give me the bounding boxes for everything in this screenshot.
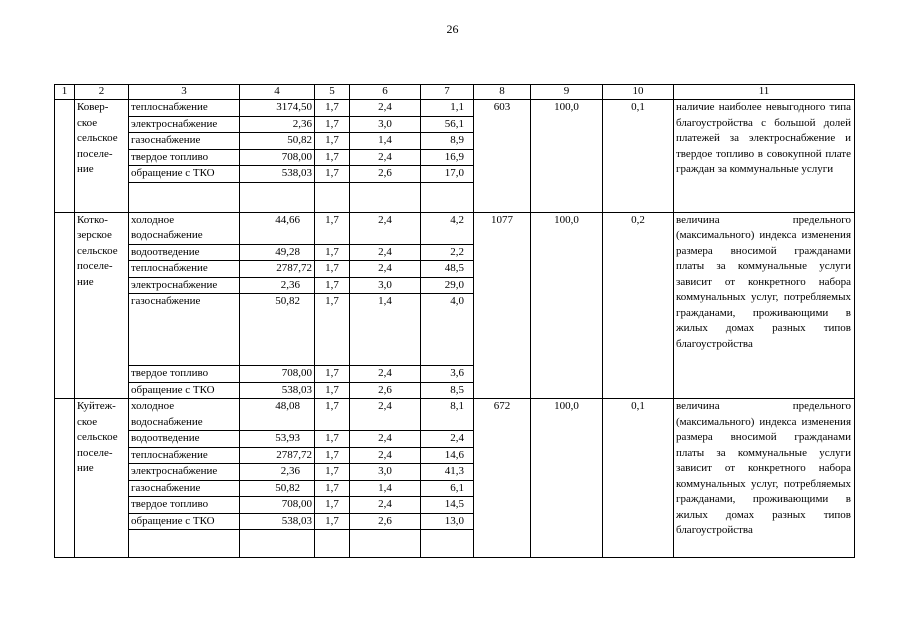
tariff-value: 538,03: [240, 166, 315, 183]
tariff-value: 53,93: [240, 431, 315, 448]
population-value: 603: [474, 100, 531, 213]
share-value: 100,0: [531, 100, 603, 213]
header-cell: 3: [129, 85, 240, 100]
empty-cell: [421, 182, 474, 212]
service-name: электроснабжение: [129, 277, 240, 294]
col6-value: 3,0: [350, 116, 421, 133]
col5-value: 1,7: [315, 100, 350, 117]
col5-value: 1,7: [315, 497, 350, 514]
settlement-name: Куйтеж- ское сельское поселе- ние: [75, 399, 129, 558]
col5-value: 1,7: [315, 431, 350, 448]
service-name: обращение с ТКО: [129, 382, 240, 399]
tariff-value: 538,03: [240, 513, 315, 530]
empty-cell: [315, 530, 350, 558]
col7-value: 13,0: [421, 513, 474, 530]
population-value: 672: [474, 399, 531, 558]
service-name: водоотведение: [129, 431, 240, 448]
row-index: [55, 100, 75, 213]
page-number: 26: [446, 22, 459, 36]
tariff-value: 3174,50: [240, 100, 315, 117]
col10-value: 0,1: [603, 399, 674, 558]
justification-text: наличие наиболее невыгодного типа благоустройства с большой долей платежей за электроснабжение и твердое топливо в совокупной плате граждан за коммунальные услуги: [674, 100, 855, 213]
empty-cell: [421, 530, 474, 558]
service-name: твердое топливо: [129, 149, 240, 166]
header-cell: 4: [240, 85, 315, 100]
col6-value: 2,4: [350, 244, 421, 261]
header-cell: 7: [421, 85, 474, 100]
table-row: [55, 399, 855, 431]
tariff-value: 2,36: [240, 277, 315, 294]
service-name: обращение с ТКО: [129, 513, 240, 530]
col6-value: 2,4: [350, 212, 421, 244]
population-value: 1077: [474, 212, 531, 399]
tariff-value: 708,00: [240, 366, 315, 383]
col5-value: 1,7: [315, 513, 350, 530]
service-name: электроснабжение: [129, 116, 240, 133]
table-row: [55, 212, 855, 244]
empty-cell: [129, 530, 240, 558]
empty-cell: [350, 182, 421, 212]
col5-value: 1,7: [315, 212, 350, 244]
empty-cell: [350, 530, 421, 558]
tariff-value: 2,36: [240, 116, 315, 133]
row-index: [55, 212, 75, 399]
service-name: холодное водоснабжение: [129, 212, 240, 244]
col6-value: 2,4: [350, 149, 421, 166]
col5-value: 1,7: [315, 116, 350, 133]
col7-value: 2,2: [421, 244, 474, 261]
col7-value: 4,2: [421, 212, 474, 244]
empty-cell: [240, 530, 315, 558]
col5-value: 1,7: [315, 464, 350, 481]
tariff-value: 2,36: [240, 464, 315, 481]
col5-value: 1,7: [315, 261, 350, 278]
col5-value: 1,7: [315, 480, 350, 497]
col7-value: 48,5: [421, 261, 474, 278]
tariff-value: 49,28: [240, 244, 315, 261]
service-name: газоснабжение: [129, 294, 240, 366]
row-index: [55, 399, 75, 558]
service-name: твердое топливо: [129, 366, 240, 383]
col7-value: 3,6: [421, 366, 474, 383]
col10-value: 0,2: [603, 212, 674, 399]
header-cell: 11: [674, 85, 855, 100]
tariff-value: 708,00: [240, 497, 315, 514]
col6-value: 2,6: [350, 382, 421, 399]
col6-value: 1,4: [350, 480, 421, 497]
col7-value: 6,1: [421, 480, 474, 497]
header-cell: 9: [531, 85, 603, 100]
col6-value: 2,4: [350, 366, 421, 383]
col6-value: 2,4: [350, 447, 421, 464]
col7-value: 8,9: [421, 133, 474, 150]
service-name: газоснабжение: [129, 133, 240, 150]
col6-value: 3,0: [350, 277, 421, 294]
col7-value: 4,0: [421, 294, 474, 366]
col7-value: 14,5: [421, 497, 474, 514]
col7-value: 29,0: [421, 277, 474, 294]
col5-value: 1,7: [315, 399, 350, 431]
service-name: твердое топливо: [129, 497, 240, 514]
service-name: обращение с ТКО: [129, 166, 240, 183]
tariff-value: 44,66: [240, 212, 315, 244]
col6-value: 2,4: [350, 497, 421, 514]
col6-value: 1,4: [350, 133, 421, 150]
tariff-value: 48,08: [240, 399, 315, 431]
col7-value: 16,9: [421, 149, 474, 166]
tariff-value: 2787,72: [240, 261, 315, 278]
share-value: 100,0: [531, 399, 603, 558]
settlement-name: Котко- зерское сельское поселе- ние: [75, 212, 129, 399]
col5-value: 1,7: [315, 447, 350, 464]
tariff-table: [54, 84, 855, 558]
col7-value: 41,3: [421, 464, 474, 481]
tariff-value: 538,03: [240, 382, 315, 399]
empty-cell: [129, 182, 240, 212]
col5-value: 1,7: [315, 166, 350, 183]
tariff-value: 50,82: [240, 133, 315, 150]
col10-value: 0,1: [603, 100, 674, 213]
col6-value: 1,4: [350, 294, 421, 366]
col5-value: 1,7: [315, 294, 350, 366]
header-cell: 1: [55, 85, 75, 100]
col7-value: 8,5: [421, 382, 474, 399]
col6-value: 3,0: [350, 464, 421, 481]
service-name: электроснабжение: [129, 464, 240, 481]
tariff-value: 2787,72: [240, 447, 315, 464]
service-name: теплоснабжение: [129, 261, 240, 278]
col5-value: 1,7: [315, 366, 350, 383]
tariff-value: 50,82: [240, 294, 315, 366]
service-name: холодное водоснабжение: [129, 399, 240, 431]
col7-value: 14,6: [421, 447, 474, 464]
justification-text: величина предельного (максимального) индекса изменения размера вносимой гражданами платы за коммунальные услуги зависит от конкретного набора коммунальных услуг, потребляемых гражданами, проживающими в жилых домах разных типов благоустройства: [674, 212, 855, 399]
col5-value: 1,7: [315, 149, 350, 166]
empty-cell: [315, 182, 350, 212]
tariff-value: 50,82: [240, 480, 315, 497]
col6-value: 2,4: [350, 261, 421, 278]
header-cell: 6: [350, 85, 421, 100]
empty-cell: [240, 182, 315, 212]
tariff-value: 708,00: [240, 149, 315, 166]
header-cell: 8: [474, 85, 531, 100]
service-name: теплоснабжение: [129, 100, 240, 117]
col6-value: 2,6: [350, 166, 421, 183]
justification-text: величина предельного (максимального) индекса изменения размера вносимой гражданами платы за коммунальные услуги зависит от конкретного набора коммунальных услуг, потребляемых гражданами, проживающими в жилых домах разных типов благоустройства: [674, 399, 855, 558]
header-cell: 2: [75, 85, 129, 100]
col6-value: 2,4: [350, 431, 421, 448]
col5-value: 1,7: [315, 382, 350, 399]
header-row: [55, 85, 855, 100]
service-name: теплоснабжение: [129, 447, 240, 464]
col6-value: 2,4: [350, 399, 421, 431]
col7-value: 17,0: [421, 166, 474, 183]
header-cell: 10: [603, 85, 674, 100]
col5-value: 1,7: [315, 277, 350, 294]
table-row: [55, 100, 855, 117]
service-name: водоотведение: [129, 244, 240, 261]
col7-value: 1,1: [421, 100, 474, 117]
service-name: газоснабжение: [129, 480, 240, 497]
col7-value: 56,1: [421, 116, 474, 133]
col6-value: 2,4: [350, 100, 421, 117]
col7-value: 8,1: [421, 399, 474, 431]
col5-value: 1,7: [315, 133, 350, 150]
col6-value: 2,6: [350, 513, 421, 530]
col7-value: 2,4: [421, 431, 474, 448]
settlement-name: Ковер- ское сельское поселе- ние: [75, 100, 129, 213]
share-value: 100,0: [531, 212, 603, 399]
col5-value: 1,7: [315, 244, 350, 261]
header-cell: 5: [315, 85, 350, 100]
